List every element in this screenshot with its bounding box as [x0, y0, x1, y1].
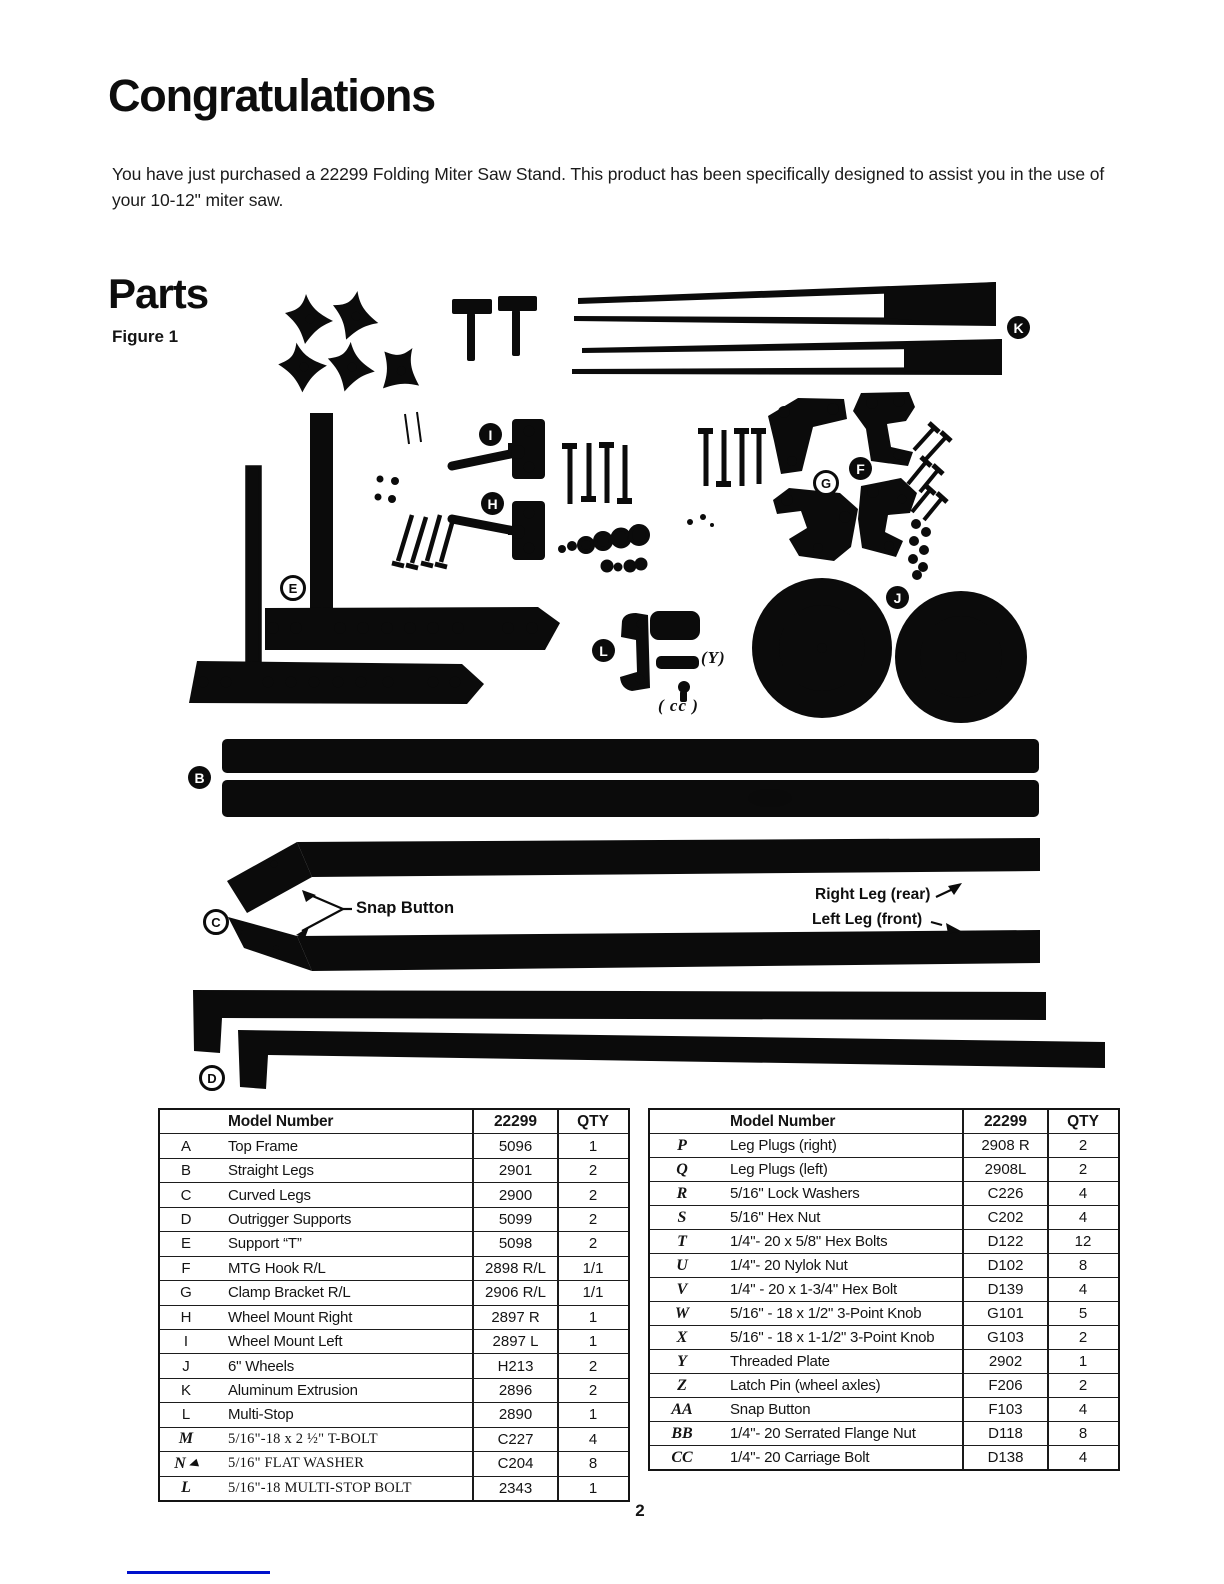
- outrigger-support-parts: [193, 990, 1105, 1089]
- row-model: 2897 L: [472, 1330, 557, 1353]
- row-model: F206: [962, 1374, 1047, 1397]
- row-qty: 8: [557, 1452, 627, 1475]
- three-point-knob-parts: [276, 287, 435, 405]
- t-bolt-parts: [452, 296, 537, 361]
- row-qty: 2: [1047, 1158, 1117, 1181]
- row-qty: 2: [1047, 1374, 1117, 1397]
- row-desc: Threaded Plate: [730, 1353, 830, 1370]
- row-qty: 5: [1047, 1302, 1117, 1325]
- col-header-22299: 22299: [962, 1110, 1047, 1133]
- row-desc: Leg Plugs (left): [730, 1161, 828, 1178]
- footer-link-underline[interactable]: [127, 1571, 270, 1574]
- table-row: [650, 1133, 1118, 1157]
- left-leg-annotation: Left Leg (front): [812, 911, 923, 928]
- row-letter: K: [180, 1382, 191, 1400]
- figure-caption: Figure 1: [112, 327, 179, 346]
- row-model: C227: [472, 1428, 557, 1451]
- scribble-mark: [188, 1459, 199, 1469]
- row-model: 2908L: [962, 1158, 1047, 1181]
- clamp-bracket-parts: [768, 392, 917, 561]
- row-qty: 1: [557, 1134, 627, 1157]
- row-qty: 1: [557, 1403, 627, 1426]
- row-model: 2901: [472, 1159, 557, 1182]
- row-letter: Z: [677, 1376, 687, 1394]
- row-letter: Y: [677, 1352, 687, 1370]
- parts-table-left: [158, 1108, 630, 1502]
- row-letter: CC: [671, 1448, 693, 1466]
- snap-button-annotation: Snap Button: [356, 899, 455, 917]
- table-row: [160, 1402, 628, 1426]
- row-desc: 1/4"- 20 Serrated Flange Nut: [730, 1425, 916, 1442]
- row-model: 2906 R/L: [472, 1281, 557, 1304]
- row-letter: F: [181, 1259, 191, 1277]
- row-desc: 5/16" - 18 x 1-1/2" 3-Point Knob: [730, 1329, 935, 1346]
- row-desc: Support “T”: [228, 1235, 302, 1253]
- row-letter: R: [676, 1184, 688, 1202]
- row-desc: 1/4"- 20 Carriage Bolt: [730, 1449, 870, 1466]
- multi-stop-part: [620, 613, 650, 691]
- table-row: [650, 1349, 1118, 1373]
- row-letter: D: [180, 1210, 192, 1228]
- row-qty: 1: [557, 1330, 627, 1353]
- carriage-bolt-annotation: ( cc ): [658, 696, 699, 715]
- row-qty: 2: [557, 1232, 627, 1255]
- table-row: [160, 1329, 628, 1353]
- row-model: D138: [962, 1446, 1047, 1469]
- row-letter: N: [174, 1454, 186, 1472]
- row-desc: 5/16"-18 x 2 ½" T-BOLT: [228, 1430, 378, 1447]
- col-header-model-number: Model Number: [228, 1112, 334, 1130]
- row-letter: E: [180, 1235, 191, 1253]
- parts-table-right: [648, 1108, 1120, 1471]
- part-label-b: B: [188, 766, 211, 789]
- right-leg-annotation: Right Leg (rear): [815, 886, 931, 903]
- row-desc: Wheel Mount Right: [228, 1308, 353, 1326]
- row-model: 5096: [472, 1134, 557, 1157]
- row-model: G103: [962, 1326, 1047, 1349]
- row-qty: 4: [1047, 1206, 1117, 1229]
- table-row: [650, 1301, 1118, 1325]
- row-model: 2897 R: [472, 1306, 557, 1329]
- row-desc: Clamp Bracket R/L: [228, 1284, 351, 1302]
- row-qty: 2: [557, 1208, 627, 1231]
- row-desc: Top Frame: [228, 1137, 298, 1155]
- row-desc: 5/16" Hex Nut: [730, 1209, 821, 1226]
- row-letter: V: [676, 1280, 688, 1298]
- row-qty: 1/1: [557, 1281, 627, 1304]
- row-letter: I: [183, 1333, 189, 1351]
- row-desc: 1/4"- 20 x 5/8" Hex Bolts: [730, 1233, 888, 1250]
- table-row: [160, 1476, 628, 1500]
- aluminum-extrusion-parts: [572, 282, 1002, 375]
- row-qty: 2: [557, 1159, 627, 1182]
- parts-heading: Parts: [108, 270, 209, 317]
- table-row: [160, 1280, 628, 1304]
- table-row: [650, 1157, 1118, 1181]
- row-letter: L: [181, 1406, 191, 1424]
- row-model: 2898 R/L: [472, 1257, 557, 1280]
- row-letter: S: [677, 1208, 687, 1226]
- row-desc: Leg Plugs (right): [730, 1137, 837, 1154]
- row-desc: Outrigger Supports: [228, 1210, 352, 1228]
- table-row: [650, 1325, 1118, 1349]
- row-letter: Q: [676, 1160, 688, 1178]
- page-number: 2: [635, 1501, 645, 1520]
- row-qty: 2: [1047, 1134, 1117, 1157]
- row-desc: Latch Pin (wheel axles): [730, 1377, 881, 1394]
- row-qty: 2: [557, 1379, 627, 1402]
- table-row: [160, 1158, 628, 1182]
- row-letter: C: [180, 1186, 192, 1204]
- row-model: D118: [962, 1422, 1047, 1445]
- row-letter: G: [180, 1284, 192, 1302]
- straight-leg-parts: [222, 739, 1039, 817]
- table-row: [650, 1277, 1118, 1301]
- table-row: [650, 1253, 1118, 1277]
- table-row: [160, 1256, 628, 1280]
- row-model: 2900: [472, 1183, 557, 1206]
- row-model: F103: [962, 1398, 1047, 1421]
- row-desc: 6" Wheels: [228, 1357, 295, 1375]
- row-letter: BB: [671, 1424, 693, 1442]
- part-label-f: F: [849, 457, 872, 480]
- table-row: [650, 1229, 1118, 1253]
- table-row: [650, 1445, 1118, 1469]
- curved-leg-parts: [227, 838, 1040, 971]
- table-row: [160, 1378, 628, 1402]
- row-qty: 1: [557, 1306, 627, 1329]
- row-desc: Multi-Stop: [228, 1406, 294, 1424]
- row-desc: MTG Hook R/L: [228, 1259, 326, 1277]
- row-model: 2896: [472, 1379, 557, 1402]
- row-desc: Straight Legs: [228, 1162, 314, 1180]
- table-row: [160, 1207, 628, 1231]
- col-header-model-number: Model Number: [730, 1112, 836, 1130]
- parts-diagram: [0, 260, 1224, 1100]
- row-model: C204: [472, 1452, 557, 1475]
- table-row: [160, 1182, 628, 1206]
- row-qty: 2: [1047, 1326, 1117, 1349]
- table-row: [650, 1397, 1118, 1421]
- table-row: [650, 1205, 1118, 1229]
- row-desc: 5/16" - 18 x 1/2" 3-Point Knob: [730, 1305, 922, 1322]
- row-letter: W: [674, 1304, 690, 1322]
- row-letter: B: [180, 1162, 191, 1180]
- table-row: [160, 1305, 628, 1329]
- page-title: Congratulations: [108, 70, 435, 121]
- row-letter: AA: [671, 1400, 693, 1418]
- row-model: C226: [962, 1182, 1047, 1205]
- row-letter: X: [676, 1328, 688, 1346]
- row-desc: 1/4" - 20 x 1-3/4" Hex Bolt: [730, 1281, 897, 1298]
- row-qty: 2: [557, 1354, 627, 1377]
- row-letter: T: [677, 1232, 687, 1250]
- row-model: D102: [962, 1254, 1047, 1277]
- row-desc: Curved Legs: [228, 1186, 311, 1204]
- row-model: G101: [962, 1302, 1047, 1325]
- row-qty: 1: [1047, 1350, 1117, 1373]
- part-label-h: H: [481, 492, 504, 515]
- row-letter: L: [181, 1479, 191, 1497]
- part-label-c: C: [203, 909, 229, 935]
- table-row: [160, 1353, 628, 1377]
- row-qty: 4: [1047, 1278, 1117, 1301]
- row-qty: 8: [1047, 1422, 1117, 1445]
- row-desc: Aluminum Extrusion: [228, 1382, 358, 1400]
- table-header-row: [650, 1110, 1118, 1133]
- row-model: 2908 R: [962, 1134, 1047, 1157]
- row-qty: 4: [557, 1428, 627, 1451]
- row-qty: 4: [1047, 1182, 1117, 1205]
- row-desc: Snap Button: [730, 1401, 811, 1418]
- part-label-g: G: [813, 470, 839, 496]
- row-model: 2343: [472, 1477, 557, 1500]
- row-model: C202: [962, 1206, 1047, 1229]
- row-model: H213: [472, 1354, 557, 1377]
- row-model: 2890: [472, 1403, 557, 1426]
- row-model: D139: [962, 1278, 1047, 1301]
- intro-paragraph: You have just purchased a 22299 Folding Miter Saw Stand. This product has been specifically designed to assist you in the use of your 10-12" miter saw.: [112, 163, 1105, 210]
- table-row: [160, 1427, 628, 1451]
- col-header-qty: QTY: [1047, 1110, 1117, 1133]
- row-desc: 5/16"-18 MULTI-STOP BOLT: [228, 1479, 412, 1496]
- table-row: [160, 1133, 628, 1157]
- row-qty: 1: [557, 1477, 627, 1500]
- part-label-i: I: [479, 423, 502, 446]
- table-row: [650, 1421, 1118, 1445]
- col-header-22299: 22299: [472, 1110, 557, 1133]
- table-row: [160, 1451, 628, 1475]
- table-header-row: [160, 1110, 628, 1133]
- row-letter: M: [178, 1430, 194, 1448]
- row-model: 5099: [472, 1208, 557, 1231]
- row-letter: A: [180, 1137, 191, 1155]
- row-desc: 1/4"- 20 Nylok Nut: [730, 1257, 848, 1274]
- row-desc: Wheel Mount Left: [228, 1333, 343, 1351]
- row-model: 2902: [962, 1350, 1047, 1373]
- part-label-d: D: [199, 1065, 225, 1091]
- threaded-plate-part: [650, 611, 700, 669]
- row-letter: H: [180, 1308, 192, 1326]
- row-desc: 5/16" FLAT WASHER: [228, 1455, 365, 1472]
- part-label-j: J: [886, 586, 909, 609]
- row-qty: 1/1: [557, 1257, 627, 1280]
- row-letter: J: [182, 1357, 190, 1375]
- row-qty: 8: [1047, 1254, 1117, 1277]
- row-qty: 4: [1047, 1398, 1117, 1421]
- table-row: [650, 1373, 1118, 1397]
- row-qty: 4: [1047, 1446, 1117, 1469]
- part-label-e: E: [280, 575, 306, 601]
- row-desc: 5/16" Lock Washers: [730, 1185, 860, 1202]
- row-model: D122: [962, 1230, 1047, 1253]
- table-row: [650, 1181, 1118, 1205]
- threaded-plate-annotation: (Y): [701, 648, 726, 667]
- row-qty: 2: [557, 1183, 627, 1206]
- row-qty: 12: [1047, 1230, 1117, 1253]
- part-label-l: L: [592, 639, 615, 662]
- part-label-k: K: [1007, 316, 1030, 339]
- table-row: [160, 1231, 628, 1255]
- col-header-qty: QTY: [557, 1110, 627, 1133]
- row-letter: P: [677, 1136, 687, 1154]
- row-letter: U: [676, 1256, 688, 1274]
- row-model: 5098: [472, 1232, 557, 1255]
